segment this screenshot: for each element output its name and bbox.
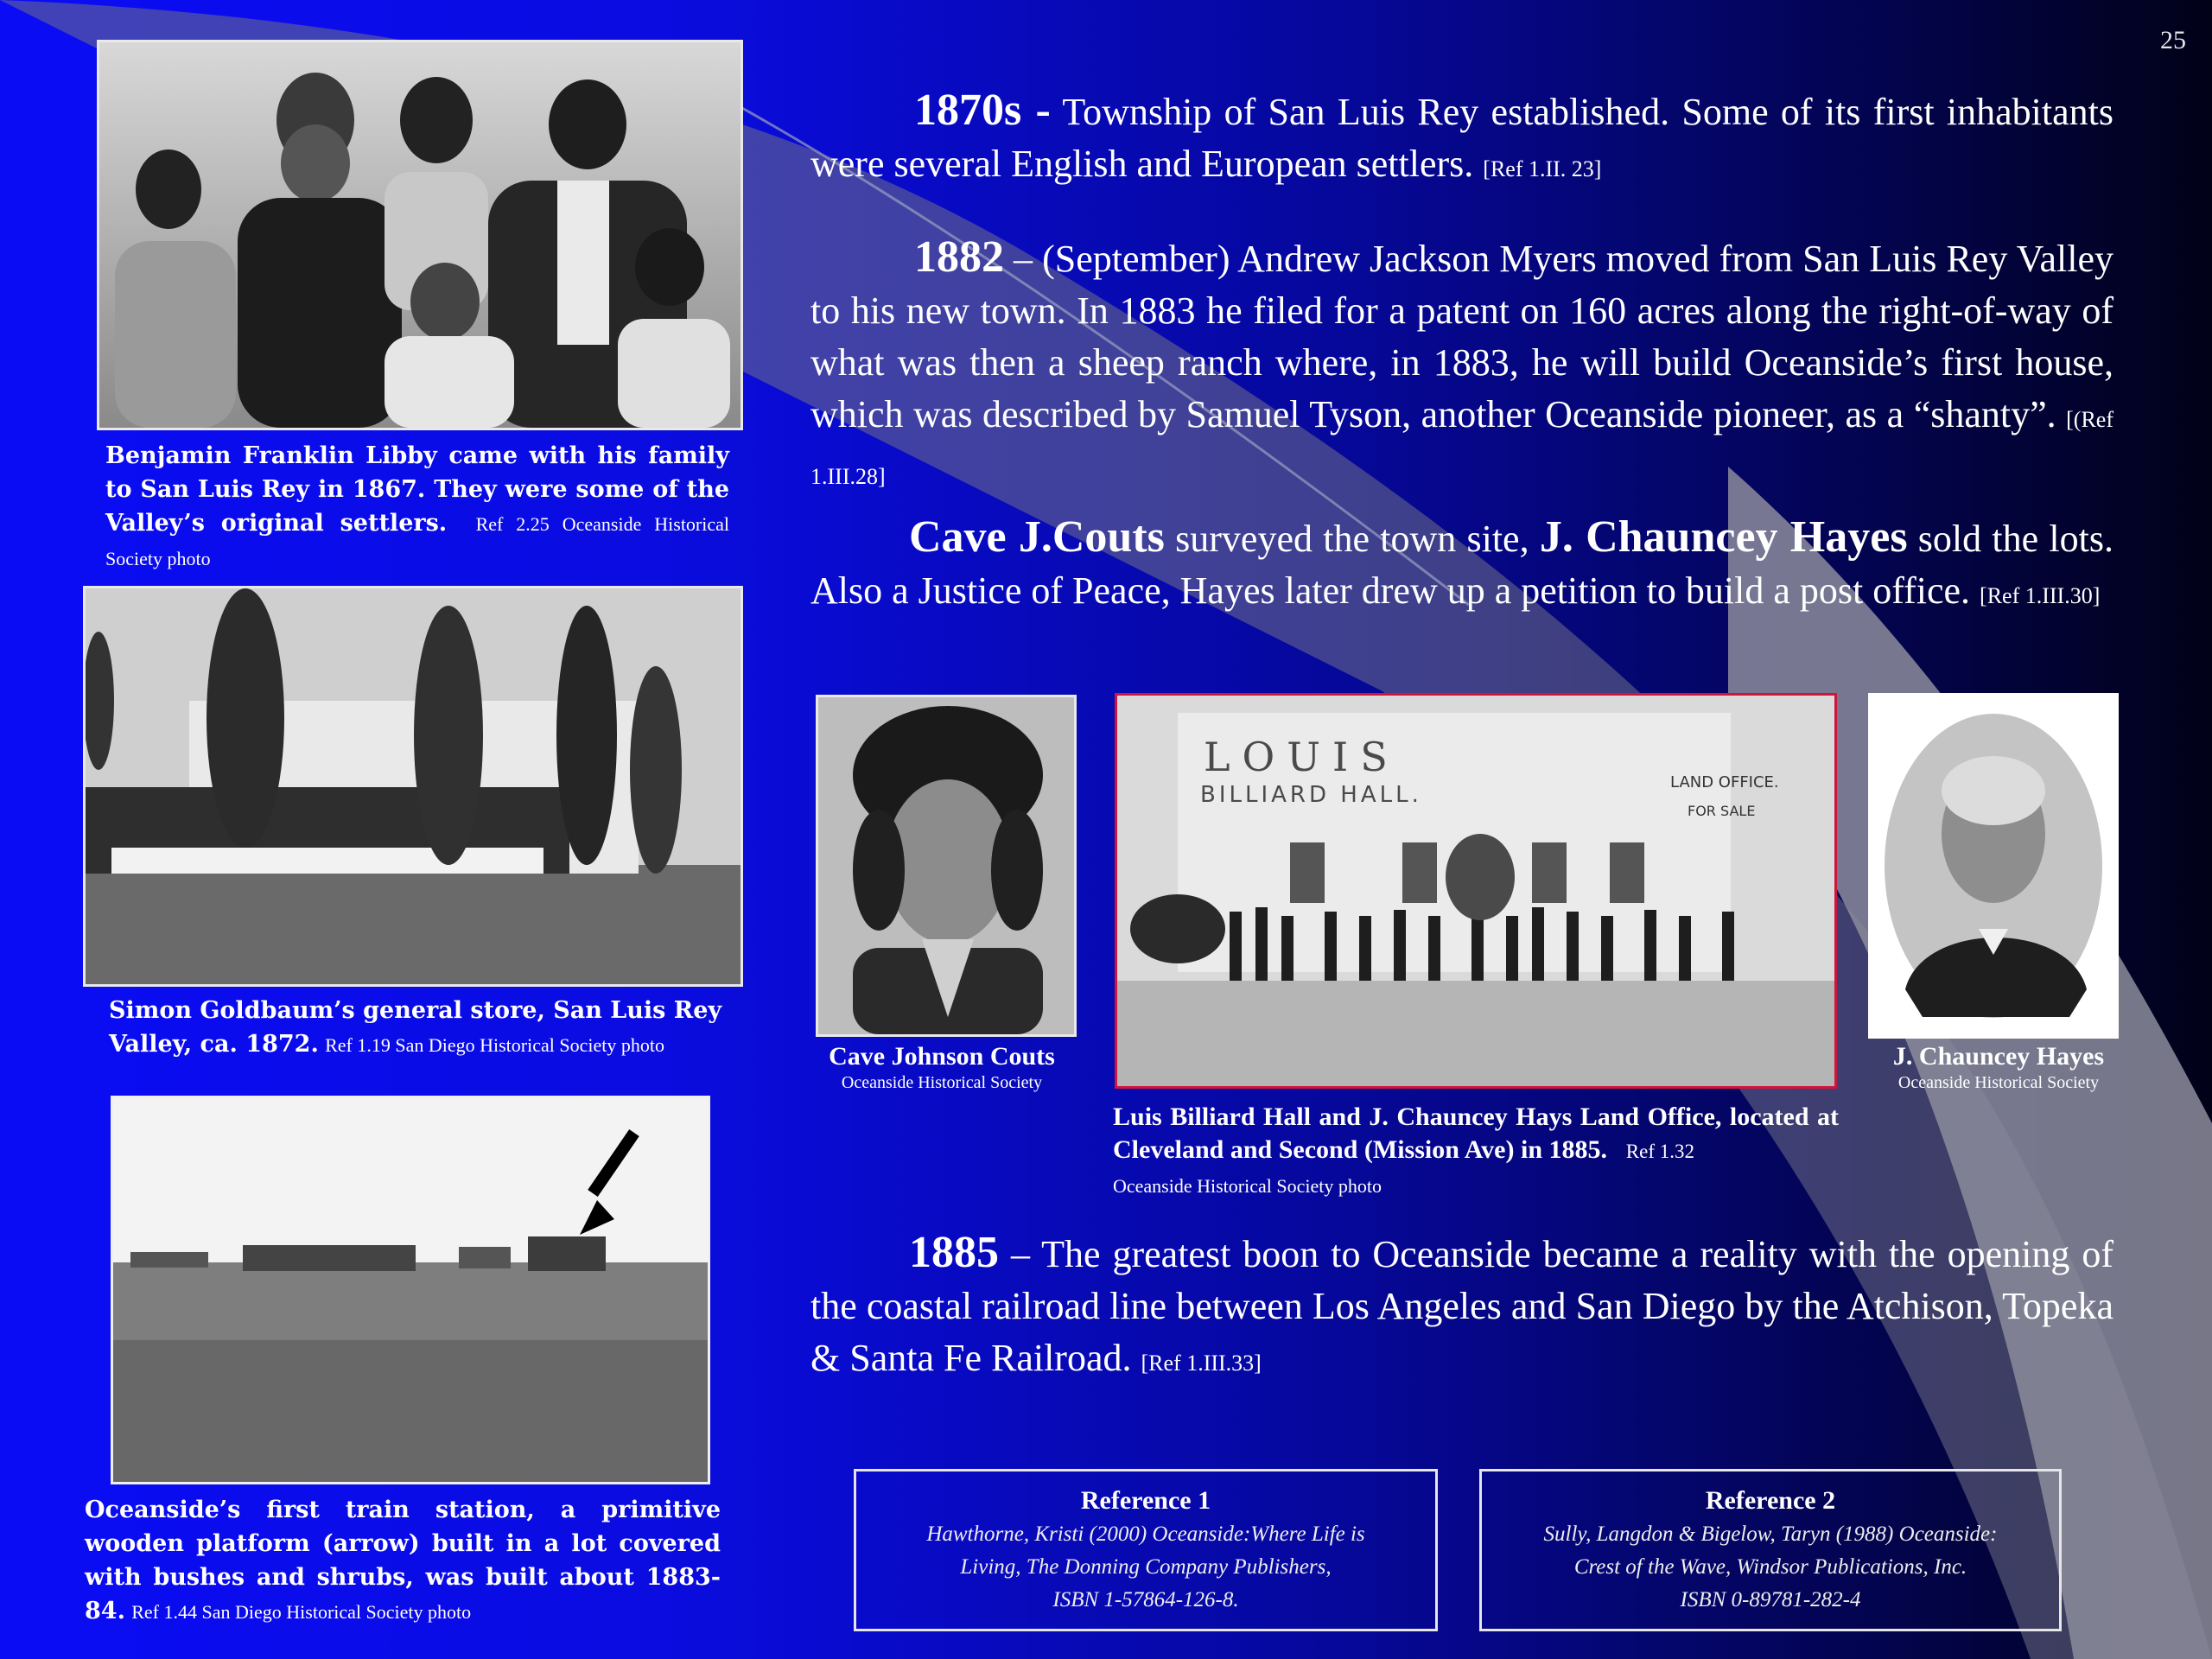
paragraph-couts-hayes: Cave J.Couts surveyed the town site, J. Chauncey Hayes sold the lots. Also a Justice of Peace, Hayes later drew up a petition to build a post office. [Ref 1.III.30] <box>810 512 2113 612</box>
reference-box-2: Reference 2 Sully, Langdon & Bigelow, Taryn (1988) Oceanside: Crest of the Wave, Windsor Publications, Inc. ISBN 0-89781-282-4 <box>1479 1469 2062 1631</box>
paragraph-1885: 1885 – The greatest boon to Oceanside became a reality with the opening of the coastal railroad line between Los Angeles and San Diego by the Atchison, Topeka & Santa Fe Railroad. [Ref 1.III.33] <box>810 1228 2113 1379</box>
sign-land-office: LAND OFFICE. <box>1670 773 1779 791</box>
train-caption: Oceanside’s first train station, a primitive wooden platform (arrow) built in a lot covered with bushes and shrubs, was built about 1883-84. Ref 1.44 San Diego Historical Society photo <box>85 1497 721 1624</box>
billiard-hall-photo <box>1115 693 1837 1089</box>
hayes-caption: J. Chauncey Hayes Oceanside Historical Society <box>1892 1042 2105 1092</box>
sign-louis: LOUIS <box>1204 734 1400 780</box>
libby-family-photo <box>97 40 743 430</box>
sign-for-sale: FOR SALE <box>1688 803 1756 819</box>
hayes-portrait-photo <box>1868 693 2119 1039</box>
libby-caption: Benjamin Franklin Libby came with his family to San Luis Rey in 1867. They were some of the Valley’s original settlers. Ref 2.25 Oceanside Historical Society photo <box>105 442 730 569</box>
couts-portrait-photo <box>816 695 1077 1037</box>
couts-caption: Cave Johnson Couts Oceanside Historical Society <box>829 1042 1055 1092</box>
paragraph-1870s: 1870s - Township of San Luis Rey established. Some of its first inhabitants were several English and European settlers. [Ref 1.II. 23] <box>810 86 2113 185</box>
page-number: 25 <box>2160 26 2186 54</box>
goldbaum-store-photo <box>83 586 743 987</box>
sign-billiard-hall: BILLIARD HALL. <box>1200 782 1422 808</box>
goldbaum-caption: Simon Goldbaum’s general store, San Luis Rey Valley, ca. 1872. Ref 1.19 San Diego Historical Society photo <box>109 997 722 1058</box>
reference-box-1: Reference 1 Hawthorne, Kristi (2000) Oceanside:Where Life is Living, The Donning Company Publishers, ISBN 1-57864-126-8. <box>854 1469 1438 1631</box>
billiard-caption: Luis Billiard Hall and J. Chauncey Hays Land Office, located at Cleveland and Second (Mission Ave) in 1885. Ref 1.32 Oceanside Historical Society photo <box>1113 1103 1839 1197</box>
paragraph-1882: 1882 – (September) Andrew Jackson Myers moved from San Luis Rey Valley to his new town. In 1883 he filed for a patent on 160 acres along the right-of-way of what was then a sheep ranch where, in 1883, he will build Oceanside’s first house, which was described by Samuel Tyson, another Oceanside pioneer, as a “shanty”. [(Ref 1.III.28] <box>810 232 2113 489</box>
train-station-photo <box>111 1096 710 1484</box>
